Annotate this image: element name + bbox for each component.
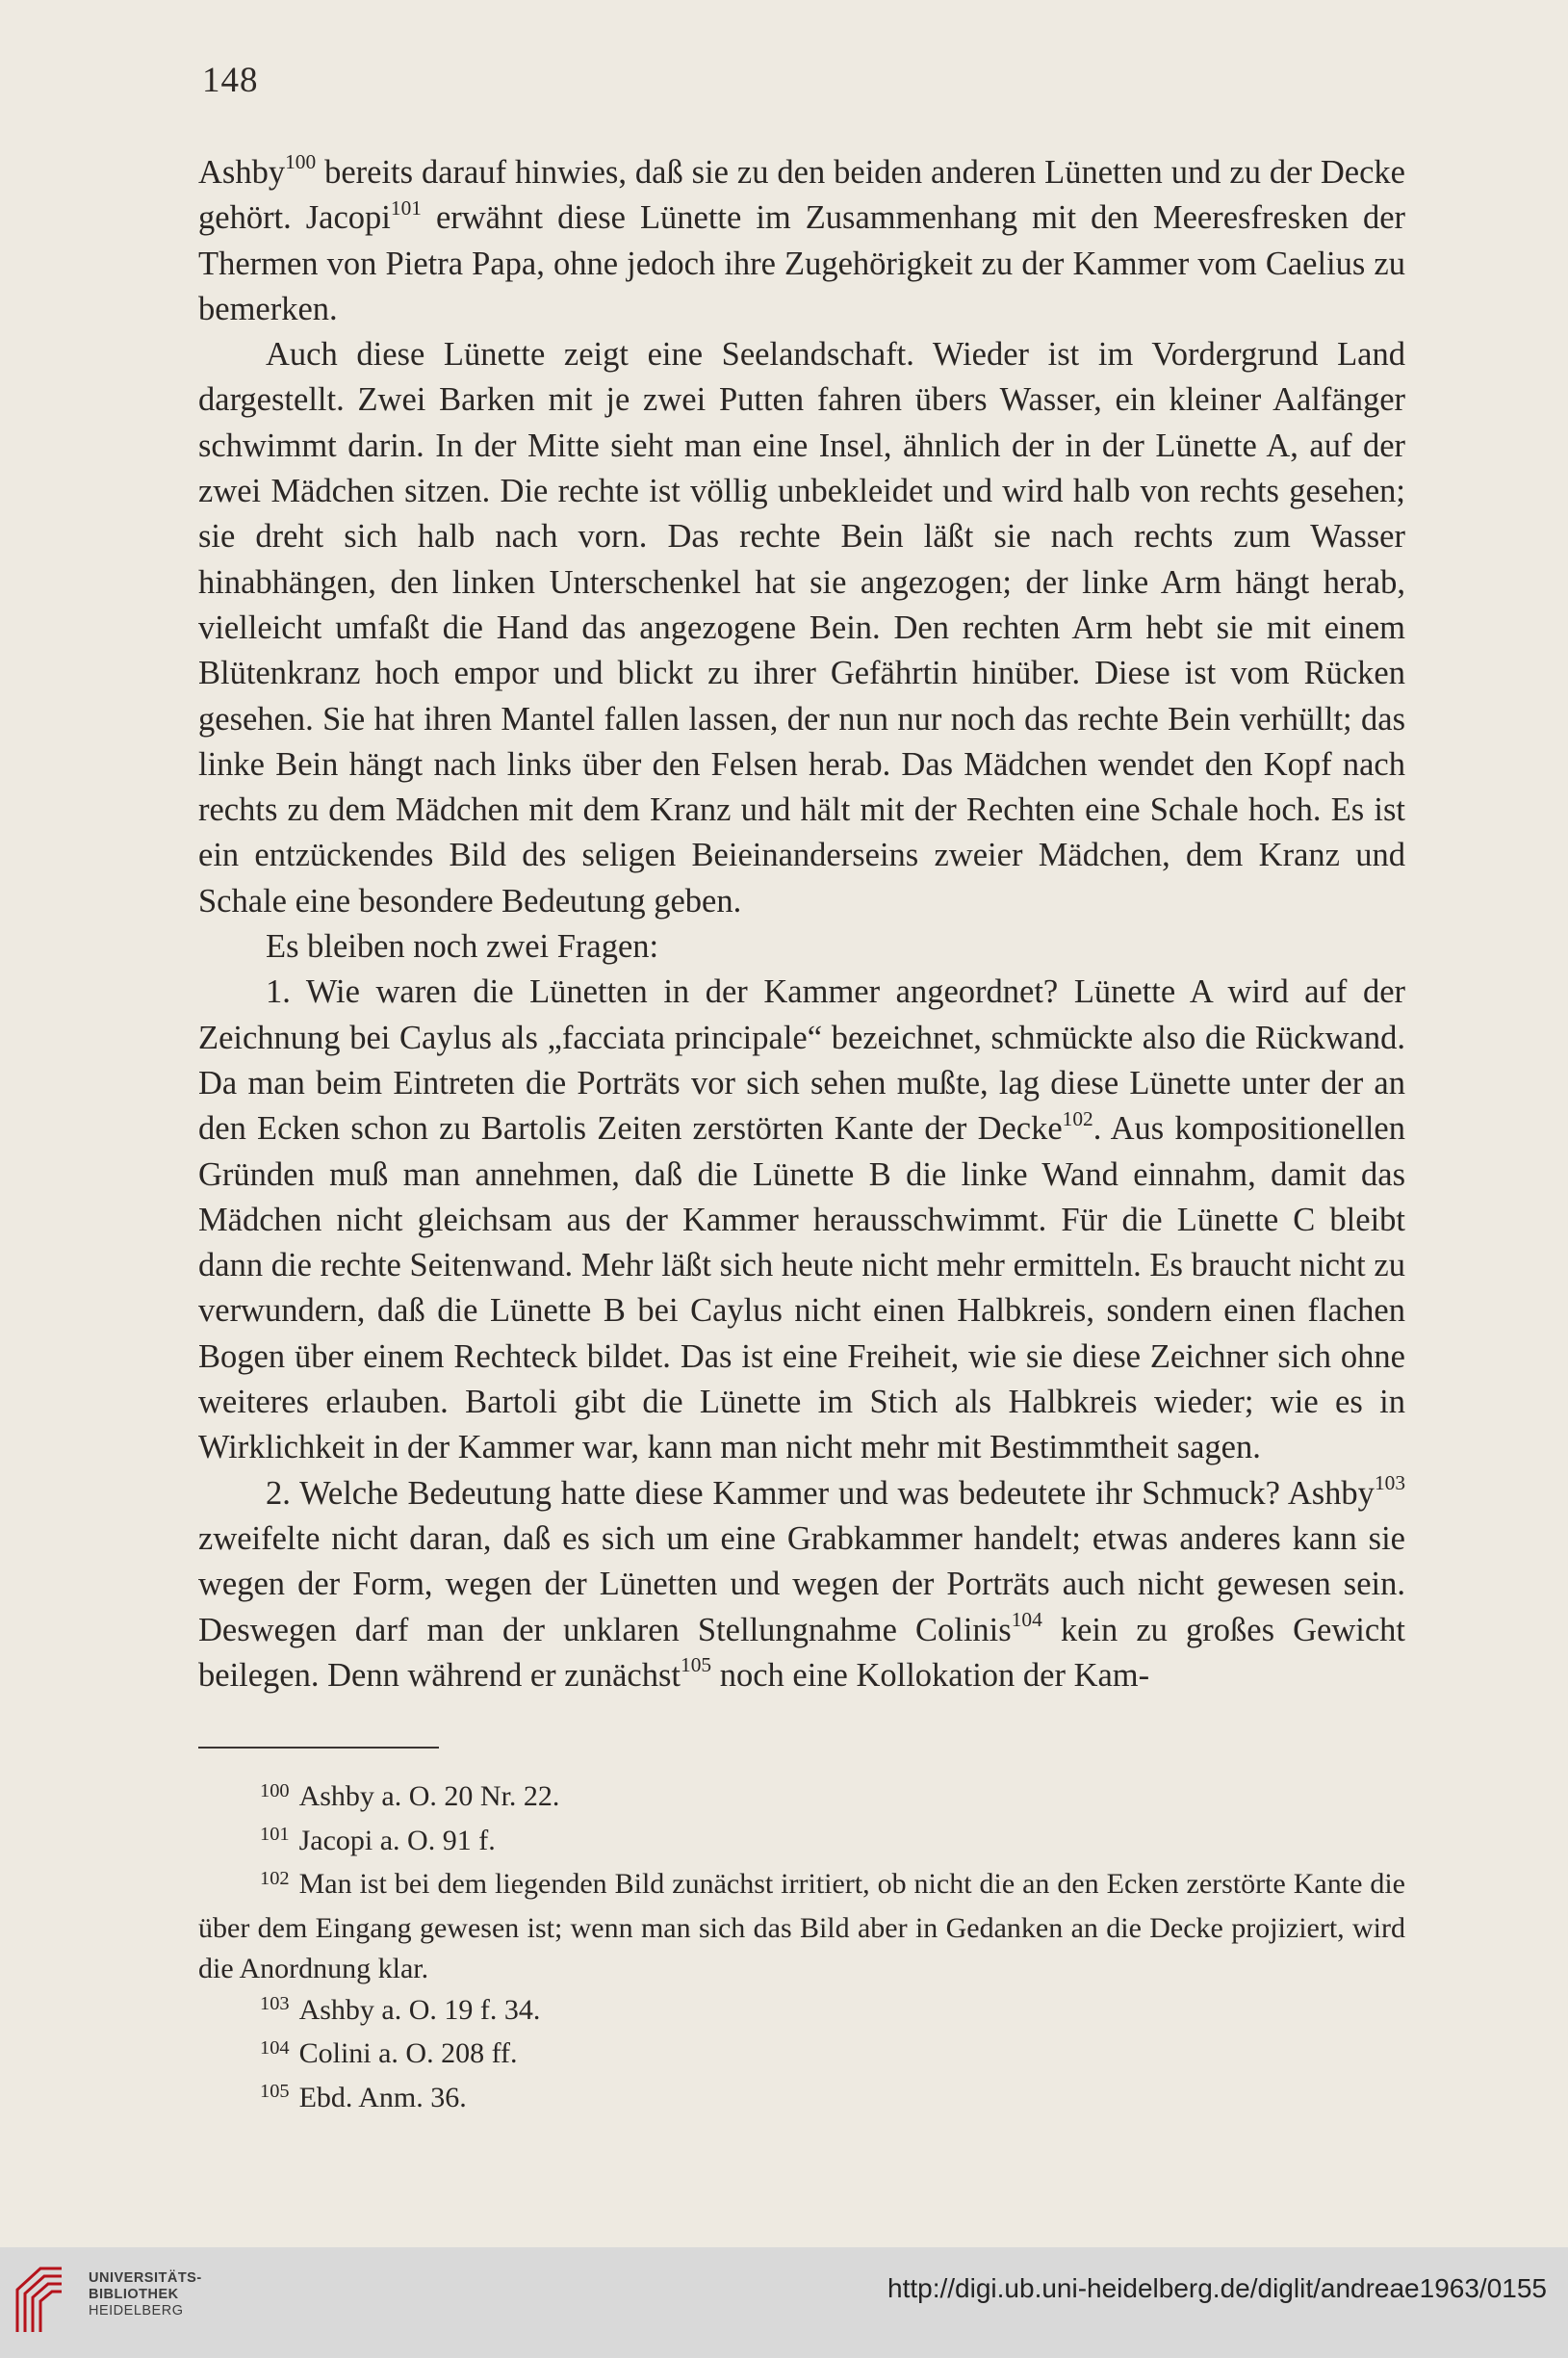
- paragraph-2: Auch diese Lünette zeigt eine Seelandschaft. Wieder ist im Vordergrund Land dargestellt. Zwei Barken mit je zwei Putten fahren übers Wasser, ein kleiner Aalfänger schwimmt darin. In der Mitte sieht man eine Insel, ähnlich der in der Lünette A, auf der zwei Mädchen sitzen. Die rechte ist völlig unbekleidet und wird halb von rechts gesehen; sie dreht sich halb nach vorn. Das rechte Bein läßt sie nach rechts zum Wasser hinabhängen, den linken Unterschenkel hat sie angezogen; der linke Arm hängt herab, vielleicht umfaßt die Hand das angezogene Bein. Den rechten Arm hebt sie mit einem Blütenkranz hoch empor und blickt zu ihrer Gefährtin hinüber. Diese ist vom Rücken gesehen. Sie hat ihren Mantel fallen lassen, der nun nur noch das rechte Bein verhüllt; das linke Bein hängt nach links über den Felsen herab. Das Mädchen wendet den Kopf nach rechts zu dem Mädchen mit dem Kranz und hält mit der Rechten eine Schale hoch. Es ist ein entzückendes Bild des seligen Beieinanderseins zweier Mädchen, dem Kranz und Schale eine besondere Bedeutung geben.: [198, 336, 1405, 920]
- footnote: $^{103}$ Ashby a. O. 19 f. 34.: [260, 1993, 541, 2026]
- footnote: $^{100}$ Ashby a. O. 20 Nr. 22.: [260, 1779, 560, 1812]
- library-name-line2: BIBLIOTHEK: [89, 2287, 179, 2302]
- library-name-line3: HEIDELBERG: [89, 2303, 184, 2319]
- paragraph-1: Ashby$^{100}$ bereits darauf hinwies, daß sie zu den beiden anderen Lünetten und zu der Decke gehört. Jacopi$^{101}$ erwähnt diese Lünette im Zusammenhang mit den Meeresfresken der Thermen von Pietra Papa, ohne jedoch ihre Zugehörigkeit zu der Kammer vom Caelius zu bemerken.: [198, 150, 1406, 327]
- paragraph-4: 1. Wie waren die Lünetten in der Kammer angeordnet? Lünette A wird auf der Zeichnung bei Caylus als „facciata principale“ bezeichnet, schmückte also die Rückwand. Da man beim Eintreten die Porträts vor sich sehen mußte, lag diese Lünette unter der an den Ecken schon zu Bartolis Zeiten zerstörten Kante der Decke$^{102}$. Aus kompositionellen Gründen muß man annehmen, daß die Lünette B die linke Wand einnahm, damit das Mädchen nicht gleichsam aus der Kammer herausschwimmt. Für die Lünette C bleibt dann die rechte Seitenwand. Mehr läßt sich heute nicht mehr ermitteln. Es braucht nicht zu verwundern, daß die Lünette B bei Caylus nicht einen Halbkreis, sondern einen flachen Bogen über einem Rechteck bildet. Das ist eine Freiheit, wie sie diese Zeichner sich ohne weiteres erlauben. Bartoli gibt die Lünette im Stich als Halbkreis wieder; wie es in Wirklichkeit in der Kammer war, kann man nicht mehr mit Bestimmtheit sagen.: [198, 973, 1405, 1466]
- source-url[interactable]: http://digi.ub.uni-heidelberg.de/diglit/andreae1963/0155: [887, 2273, 1547, 2303]
- body-text: [198, 150, 1405, 1698]
- footnote: $^{105}$ Ebd. Anm. 36.: [260, 2081, 467, 2113]
- paragraph-3: Es bleiben noch zwei Fragen:: [266, 928, 659, 966]
- footnote-ref[interactable]: 104: [1011, 1607, 1042, 1631]
- footnote: $^{101}$ Jacopi a. O. 91 f.: [260, 1824, 496, 1856]
- footnote-divider: [198, 1747, 439, 1749]
- footnote-ref[interactable]: 103: [1374, 1470, 1405, 1494]
- library-name-line1: UNIVERSITÄTS-: [89, 2270, 202, 2286]
- footer-bar: [0, 2247, 1568, 2358]
- page-number: 148: [202, 61, 259, 100]
- library-logo-icon[interactable]: [13, 2265, 65, 2334]
- footnote: $^{104}$ Colini a. O. 208 ff.: [260, 2036, 518, 2069]
- footnote-ref[interactable]: 100: [285, 150, 317, 174]
- footnote-ref[interactable]: 105: [681, 1653, 712, 1677]
- paragraph-5: 2. Welche Bedeutung hatte diese Kammer und was bedeutete ihr Schmuck? Ashby$^{103}$ zweifelte nicht daran, daß es sich um eine Grabkammer handelt; etwas anderes kann sie wegen der Form, wegen der Lünetten und wegen der Porträts auch nicht gewesen sein. Deswegen darf man der unklaren Stellungnahme Colinis$^{104}$ kein zu großes Gewicht beilegen. Denn während er zunächst$^{105}$ noch eine Kollokation der Kam-: [198, 1470, 1405, 1694]
- footnotes: [198, 1776, 1405, 2121]
- footnote-ref[interactable]: 102: [1062, 1106, 1093, 1130]
- library-name: [89, 2270, 202, 2319]
- footnote: $^{102}$ Man ist bei dem liegenden Bild zunächst irritiert, ob nicht die an den Ecken zerstörte Kante die über dem Eingang gewesen ist; wenn man sich das Bild aber in Gedanken an die Decke projiziert, wird die Anordnung klar.: [198, 1867, 1405, 1984]
- footnote-ref[interactable]: 101: [390, 195, 422, 220]
